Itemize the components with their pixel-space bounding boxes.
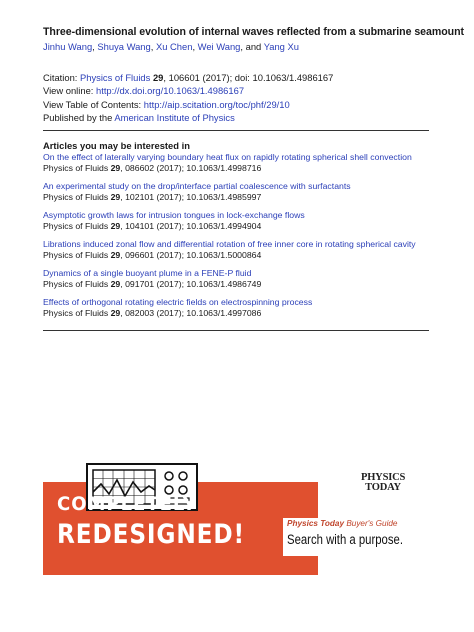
related-details: , 091701 (2017); 10.1063/1.4986749 <box>120 279 262 289</box>
author-link[interactable]: Xu Chen <box>155 41 193 52</box>
related-journal: Physics of Fluids <box>43 163 111 173</box>
list-item <box>43 181 443 203</box>
toc-link[interactable]: http://aip.scitation.org/toc/phf/29/10 <box>143 98 290 110</box>
related-journal: Physics of Fluids <box>43 192 111 202</box>
ad-headline-line2: REDESIGNED! <box>57 519 245 550</box>
citation-volume: 29 <box>152 72 164 83</box>
author-link[interactable]: Jinhu Wang <box>43 41 93 52</box>
list-item <box>43 297 443 319</box>
ad-guide-brand: Physics Today <box>287 519 345 528</box>
list-item <box>43 210 443 232</box>
view-online-line <box>43 84 333 97</box>
author-link[interactable]: Yang Xu <box>263 41 299 52</box>
related-details: , 102101 (2017); 10.1063/1.4985997 <box>120 192 262 202</box>
related-details: , 104101 (2017); 10.1063/1.4994904 <box>120 221 262 231</box>
related-journal: Physics of Fluids <box>43 308 111 318</box>
related-journal: Physics of Fluids <box>43 250 111 260</box>
physics-today-ad[interactable] <box>43 462 429 575</box>
toc-label: View Table of Contents: <box>43 98 144 110</box>
ad-guide-rest: Buyer's Guide <box>344 519 398 528</box>
logo-line-1: PHYSICS <box>361 472 406 483</box>
author-link[interactable]: Wei Wang <box>197 41 241 52</box>
publisher-label: Published by the <box>43 112 115 124</box>
related-volume: 29 <box>110 250 121 260</box>
related-article-link[interactable]: Effects of orthogonal rotating electric fields on electrospinning process <box>43 297 313 307</box>
journal-link[interactable]: Physics of Fluids <box>80 72 151 83</box>
author-separator: , <box>150 41 156 52</box>
document-title: Three-dimensional evolution of internal waves reflected from a submarine seamount <box>43 26 464 38</box>
physics-today-logo <box>361 473 405 492</box>
doi-link[interactable]: http://dx.doi.org/10.1063/1.4986167 <box>96 85 245 97</box>
list-item <box>43 152 443 174</box>
citation-label: Citation: <box>43 72 80 83</box>
view-online-label: View online: <box>43 85 96 97</box>
related-volume: 29 <box>110 221 121 231</box>
related-volume: 29 <box>110 192 121 202</box>
related-details: , 096601 (2017); 10.1063/1.5000864 <box>120 250 262 260</box>
related-article-link[interactable]: Librations induced zonal flow and differential rotation of free inner core in rotating spherical cavity <box>43 239 416 249</box>
ad-buyers-guide <box>287 519 398 528</box>
citation-block <box>43 71 333 125</box>
citation-line <box>43 71 333 84</box>
related-article-link[interactable]: On the effect of laterally varying boundary heat flux on rapidly rotating spherical shell convection <box>43 152 412 162</box>
related-journal: Physics of Fluids <box>43 279 111 289</box>
list-item <box>43 268 443 290</box>
publisher-link[interactable]: American Institute of Physics <box>114 112 235 124</box>
related-heading: Articles you may be interested in <box>43 140 190 151</box>
author-separator: , and <box>240 41 264 52</box>
author-list <box>43 41 299 52</box>
related-volume: 29 <box>110 279 121 289</box>
citation-details: , 106601 (2017); doi: 10.1063/1.4986167 <box>163 72 334 83</box>
toc-line <box>43 98 333 111</box>
related-articles-list <box>43 152 443 326</box>
related-details: , 086602 (2017); 10.1063/1.4998716 <box>120 163 262 173</box>
divider-bottom <box>43 330 429 331</box>
divider-top <box>43 130 429 131</box>
related-article-link[interactable]: Asymptotic growth laws for intrusion tongues in lock-exchange flows <box>43 210 305 220</box>
related-details: , 082003 (2017); 10.1063/1.4997086 <box>120 308 262 318</box>
ad-headline-line1: COMPLETELY <box>57 493 197 515</box>
list-item <box>43 239 443 261</box>
related-volume: 29 <box>110 163 121 173</box>
publisher-line <box>43 111 333 124</box>
author-separator: , <box>192 41 198 52</box>
logo-line-2: TODAY <box>365 481 401 493</box>
related-article-link[interactable]: An experimental study on the drop/interface partial coalescence with surfactants <box>43 181 351 191</box>
ad-tagline: Search with a purpose. <box>287 532 403 547</box>
related-volume: 29 <box>110 308 121 318</box>
related-article-link[interactable]: Dynamics of a single buoyant plume in a FENE-P fluid <box>43 268 252 278</box>
related-journal: Physics of Fluids <box>43 221 111 231</box>
author-link[interactable]: Shuya Wang <box>97 41 151 52</box>
author-separator: , <box>92 41 98 52</box>
